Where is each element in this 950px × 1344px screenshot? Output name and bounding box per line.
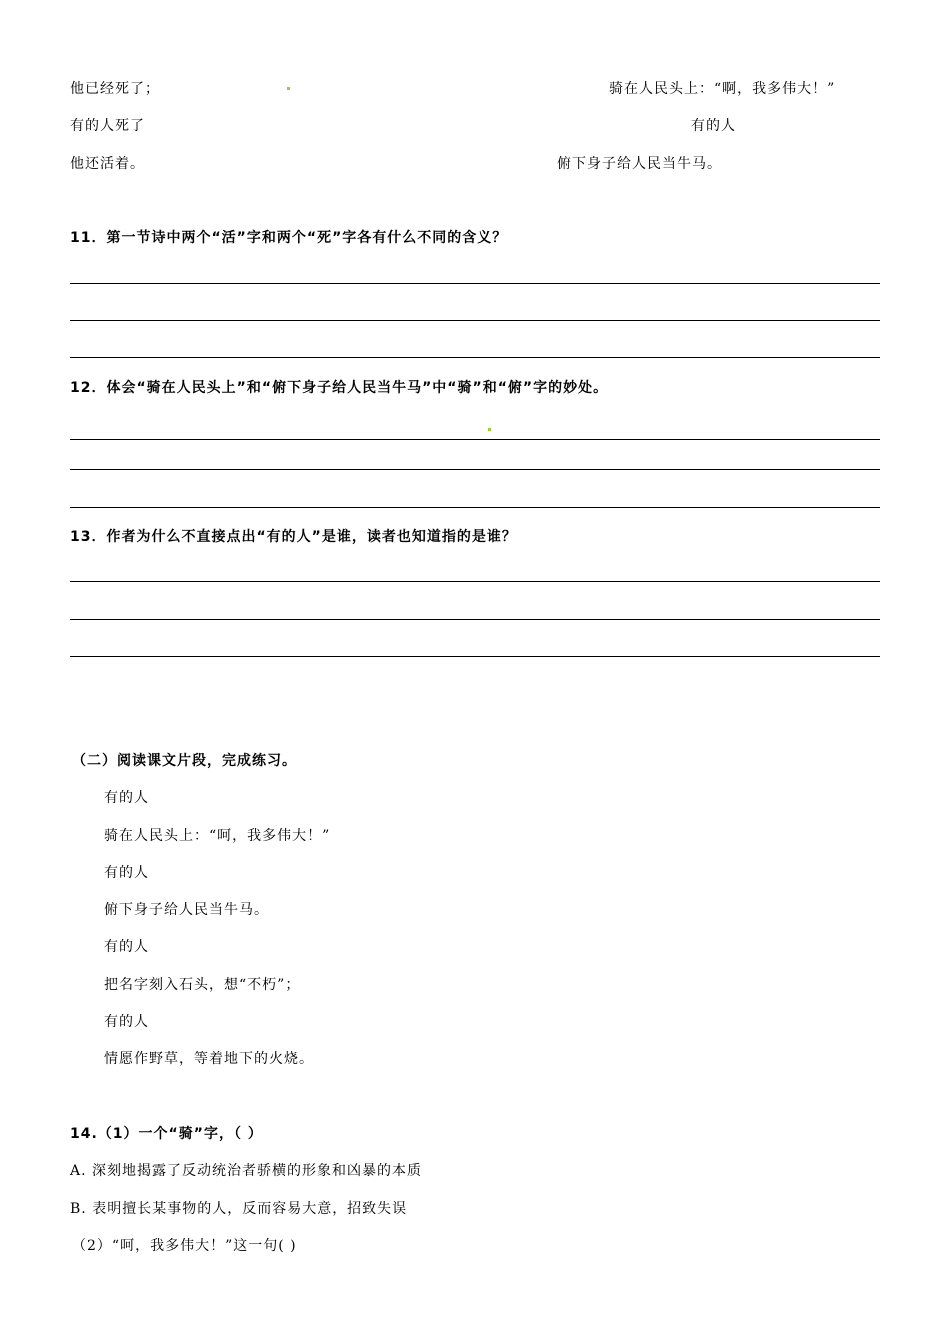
excerpt-line: 有的人 (104, 939, 149, 955)
answer-line[interactable] (70, 619, 880, 620)
mark-dot (287, 87, 290, 90)
poem-right-line-2: 有的人 (691, 118, 736, 134)
answer-line[interactable] (70, 283, 880, 284)
option-b[interactable]: B. 表明擅长某事物的人，反而容易大意，招致失误 (70, 1201, 408, 1217)
poem-right-line-1: 骑在人民头上：“啊，我多伟大！” (609, 81, 836, 97)
answer-line[interactable] (70, 581, 880, 582)
answer-line[interactable] (70, 357, 880, 358)
question-13: 13．作者为什么不直接点出“有的人”是谁，读者也知道指的是谁？ (70, 529, 517, 545)
section-2-heading: （二）阅读课文片段，完成练习。 (72, 753, 297, 769)
question-11: 11．第一节诗中两个“活”字和两个“死”字各有什么不同的含义？ (70, 230, 508, 246)
mark-dot (488, 428, 491, 431)
answer-line[interactable] (70, 320, 880, 321)
excerpt-line: 骑在人民头上：“呵，我多伟大！” (104, 828, 331, 844)
excerpt-line: 有的人 (104, 790, 149, 806)
answer-line[interactable] (70, 439, 880, 440)
answer-line[interactable] (70, 469, 880, 470)
poem-left-line-2: 有的人死了 (70, 118, 145, 134)
question-12: 12．体会“骑在人民头上”和“俯下身子给人民当牛马”中“骑”和“俯”字的妙处。 (70, 380, 609, 396)
answer-line[interactable] (70, 507, 880, 508)
excerpt-line: 俯下身子给人民当牛马。 (104, 902, 269, 918)
excerpt-line: 有的人 (104, 865, 149, 881)
excerpt-line: 把名字刻入石头，想“不朽”； (104, 977, 301, 993)
poem-left-line-1: 他已经死了； (70, 81, 160, 97)
excerpt-line: 情愿作野草，等着地下的火烧。 (104, 1051, 314, 1067)
option-a[interactable]: A. 深刻地揭露了反动统治者骄横的形象和凶暴的本质 (70, 1163, 423, 1179)
excerpt-line: 有的人 (104, 1014, 149, 1030)
poem-right-line-3: 俯下身子给人民当牛马。 (557, 156, 722, 172)
question-14: 14.（1）一个“骑”字，（ ） (70, 1126, 263, 1142)
answer-line[interactable] (70, 656, 880, 657)
question-14-part-2: （2）“呵，我多伟大！”这一句( ) (72, 1238, 297, 1254)
poem-left-line-3: 他还活着。 (70, 156, 145, 172)
